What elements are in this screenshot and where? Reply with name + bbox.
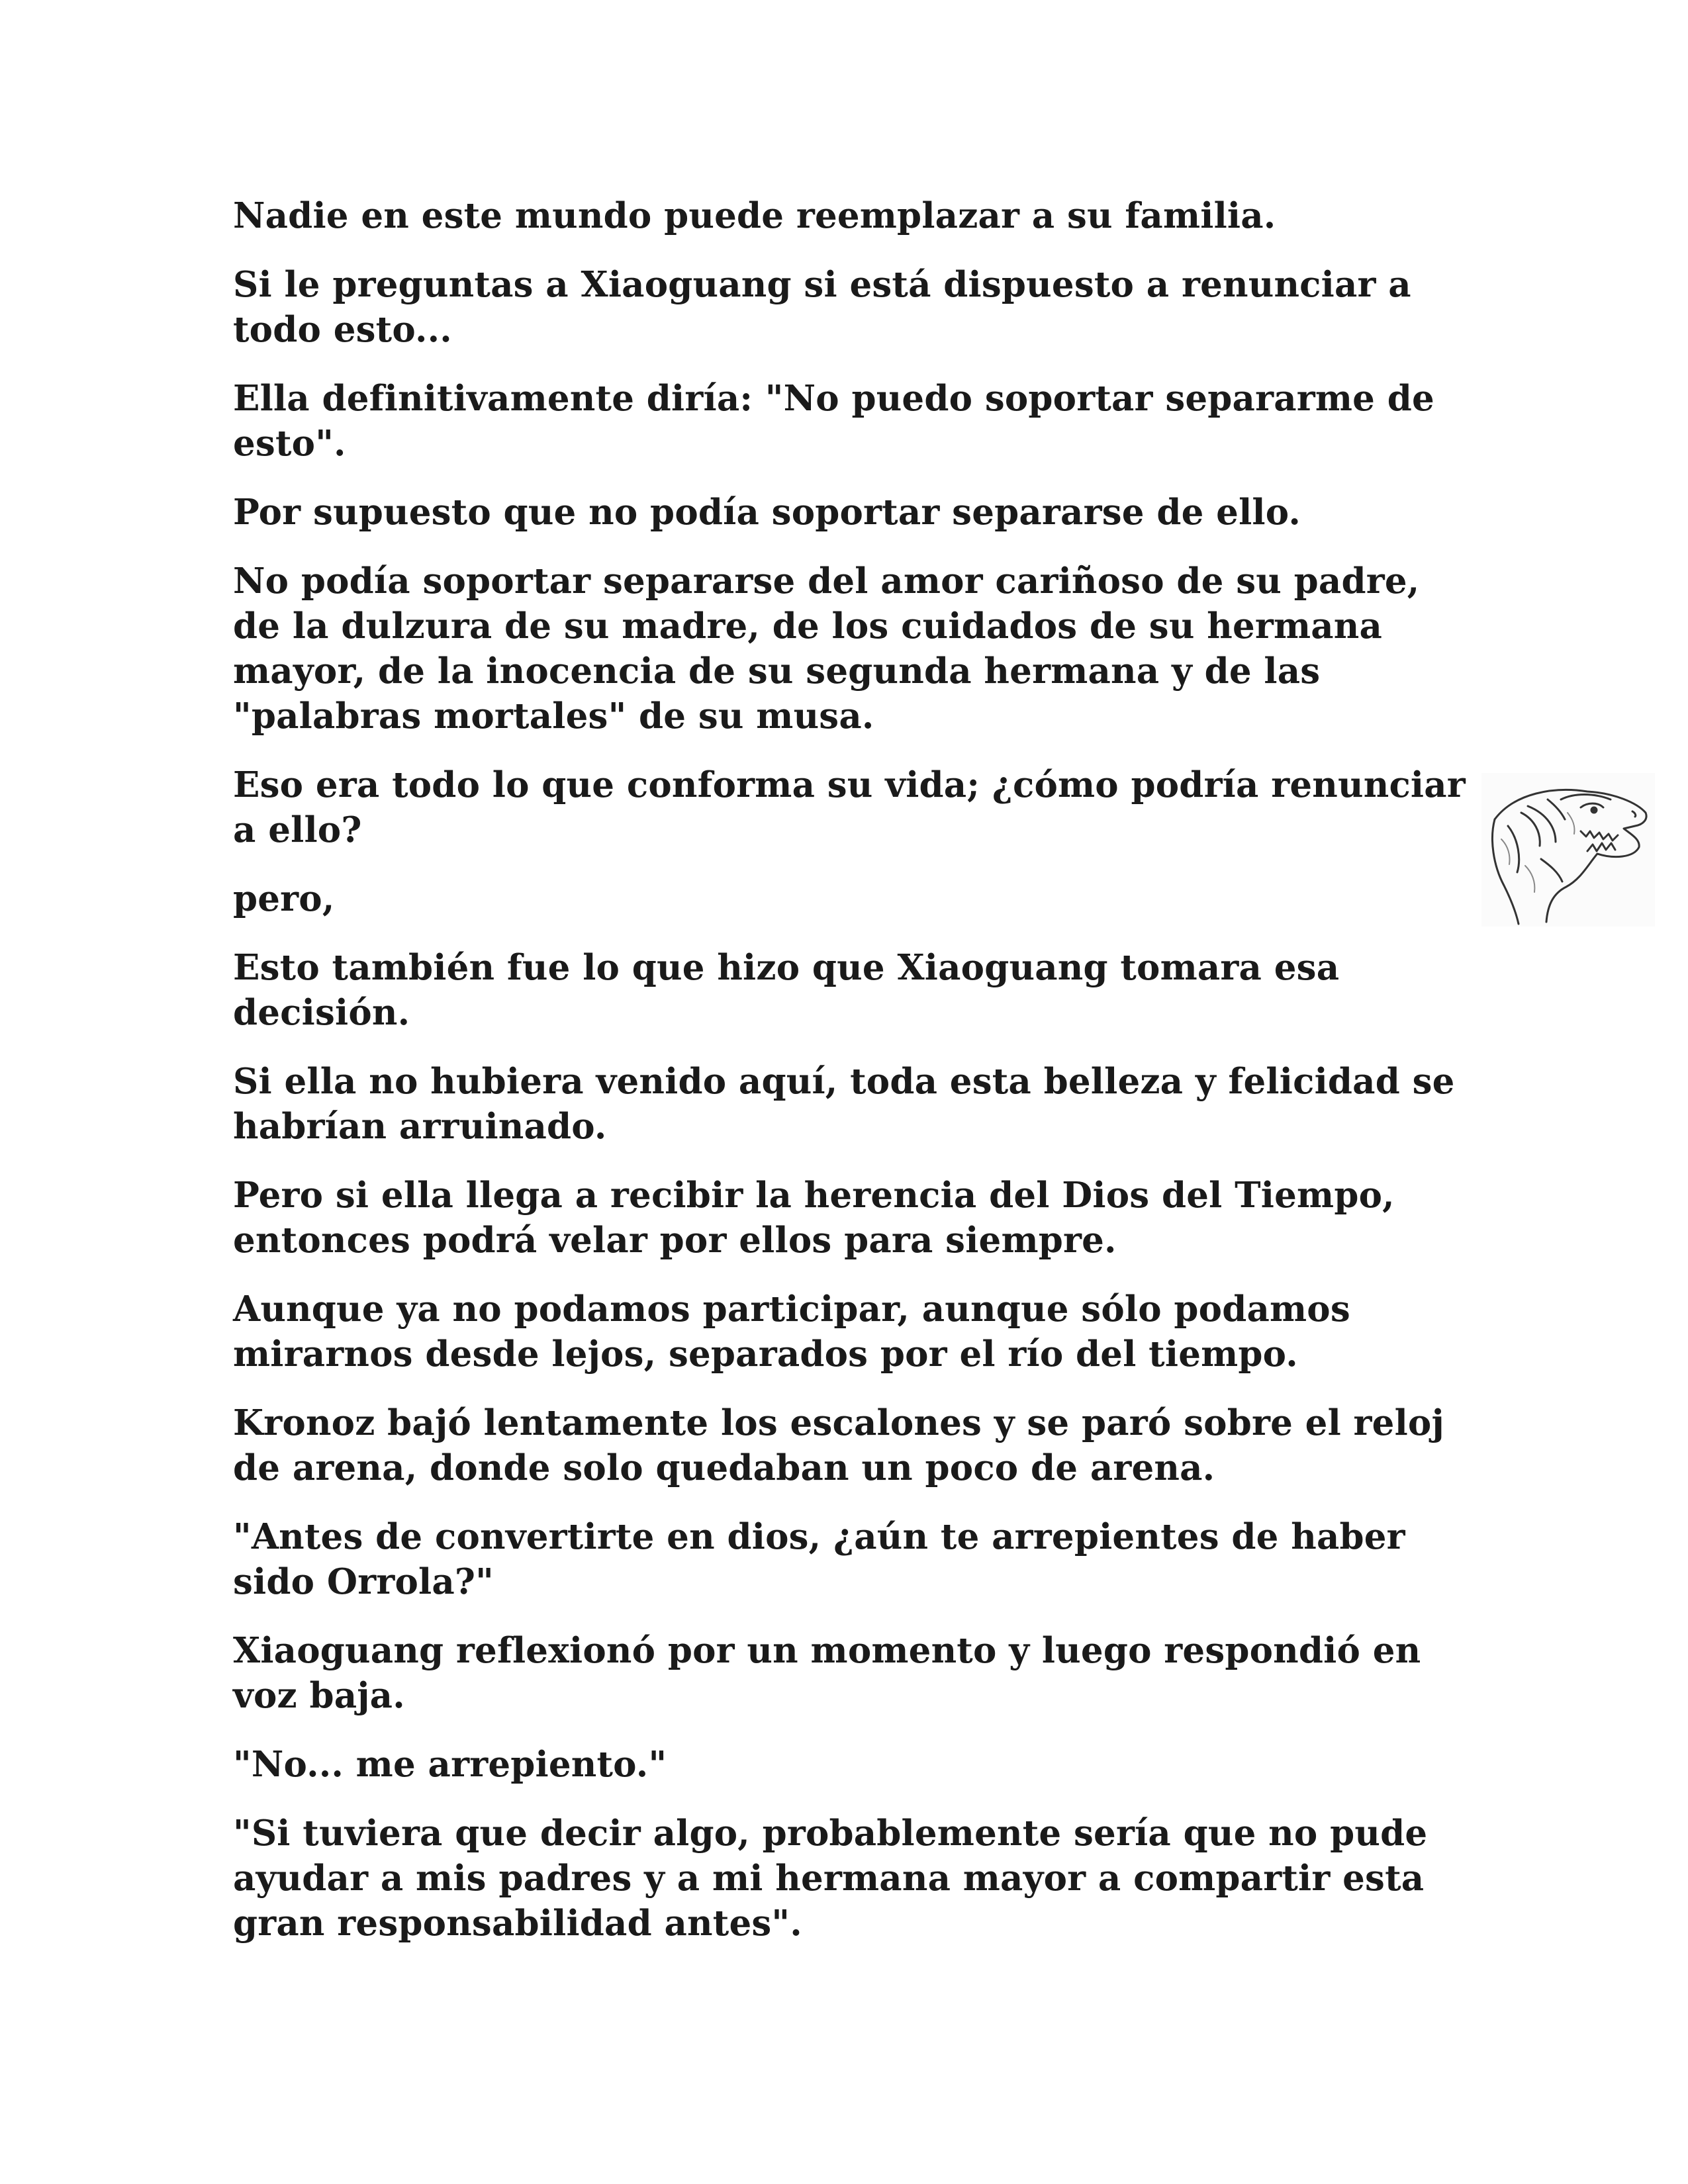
body-text xyxy=(233,193,1477,1970)
paragraph: "Antes de convertirte en dios, ¿aún te arrepientes de haber sido Orrola?" xyxy=(233,1516,1405,1602)
paragraph: Si ella no hubiera venido aquí, toda esta belleza y felicidad se habrían arruinado. xyxy=(233,1061,1455,1147)
paragraph: Xiaoguang reflexionó por un momento y luego respondió en voz baja. xyxy=(233,1630,1421,1716)
paragraph: Aunque ya no podamos participar, aunque sólo podamos mirarnos desde lejos, separados por el río del tiempo. xyxy=(233,1289,1350,1375)
paragraph: Pero si ella llega a recibir la herencia del Dios del Tiempo, entonces podrá velar por ellos para siempre. xyxy=(233,1175,1395,1261)
paragraph: Kronoz bajó lentamente los escalones y se paró sobre el reloj de arena, donde solo quedaban un poco de arena. xyxy=(233,1402,1444,1488)
paragraph: Por supuesto que no podía soportar separarse de ello. xyxy=(233,492,1301,533)
paragraph: Eso era todo lo que conforma su vida; ¿cómo podría renunciar a ello? xyxy=(233,764,1466,850)
dinosaur-sketch-icon xyxy=(1481,773,1655,927)
paragraph: "No... me arrepiento." xyxy=(233,1744,667,1785)
paragraph: pero, xyxy=(233,878,335,919)
paragraph: No podía soportar separarse del amor cariñoso de su padre, de la dulzura de su madre, de los cuidados de su hermana mayor, de la inocencia de su segunda hermana y de las "palabras mortales" de su musa. xyxy=(233,561,1420,737)
paragraph: Nadie en este mundo puede reemplazar a su familia. xyxy=(233,195,1276,236)
paragraph: Ella definitivamente diría: "No puedo soportar separarme de esto". xyxy=(233,378,1434,464)
paragraph: Esto también fue lo que hizo que Xiaoguang tomara esa decisión. xyxy=(233,947,1340,1033)
paragraph: Si le preguntas a Xiaoguang si está dispuesto a renunciar a todo esto... xyxy=(233,264,1411,350)
paragraph: "Si tuviera que decir algo, probablemente sería que no pude ayudar a mis padres y a mi hermana mayor a compartir esta gran responsabilidad antes". xyxy=(233,1813,1428,1944)
